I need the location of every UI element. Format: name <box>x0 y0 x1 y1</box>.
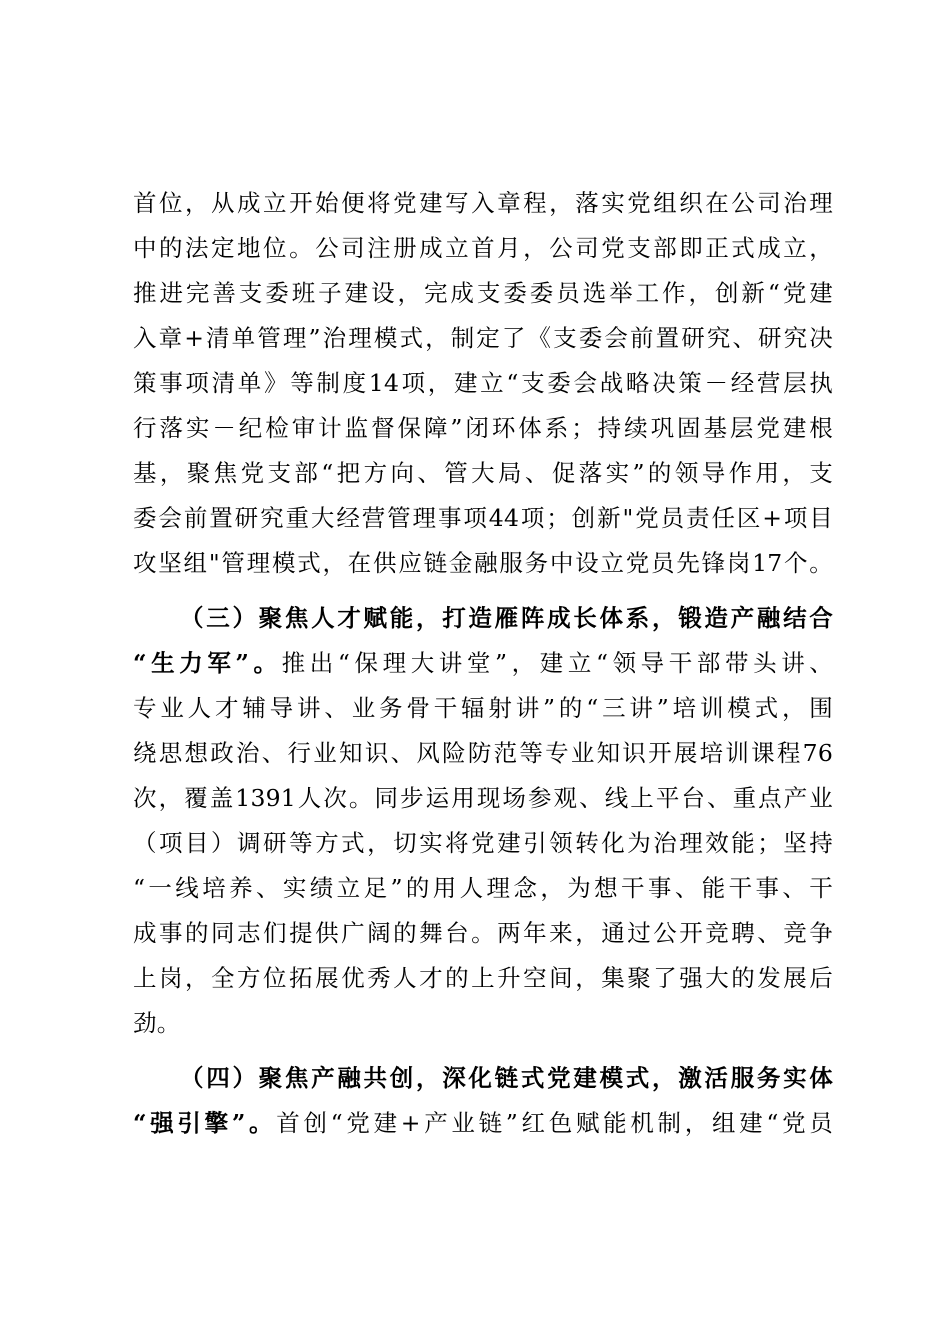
paragraph-line: 攻坚组"管理模式，在供应链金融服务中设立党员先锋岗17个。 <box>133 549 833 577</box>
paragraph-line: 首位，从成立开始便将党建写入章程，落实党组织在公司治理 <box>133 189 833 217</box>
paragraph-line: “一线培养、实绩立足”的用人理念，为想干事、能干事、干 <box>133 874 833 902</box>
paragraph-line: 中的法定地位。公司注册成立首月，公司党支部即正式成立， <box>133 234 833 262</box>
paragraph-line: 策事项清单》等制度14项，建立“支委会战略决策－经营层执 <box>133 369 833 397</box>
section-heading: （三）聚焦人才赋能，打造雁阵成长体系，锻造产融结合 <box>180 604 833 632</box>
paragraph-line <box>133 641 833 685</box>
paragraph-line: 绕思想政治、行业知识、风险防范等专业知识开展培训课程76 <box>133 739 833 767</box>
paragraph-line: 上岗，全方位拓展优秀人才的上升空间，集聚了强大的发展后 <box>133 964 833 992</box>
section-heading-tail: “生力军”。 <box>133 649 282 677</box>
paragraph-line: 劲。 <box>133 1009 181 1037</box>
paragraph-line: 基，聚焦党支部“把方向、管大局、促落实”的领导作用，支 <box>133 459 833 487</box>
paragraph-line: 推进完善支委班子建设，完成支委委员选举工作，创新“党建 <box>133 279 833 307</box>
paragraph-line: 入章+清单管理”治理模式，制定了《支委会前置研究、研究决 <box>133 324 833 352</box>
paragraph-line: 成事的同志们提供广阔的舞台。两年来，通过公开竞聘、竞争 <box>133 919 833 947</box>
section-heading-tail: “强引擎”。 <box>133 1109 277 1137</box>
paragraph-text: 推出“保理大讲堂”，建立“领导干部带头讲、 <box>281 649 834 677</box>
section-heading: （四）聚焦产融共创，深化链式党建模式，激活服务实体 <box>180 1064 833 1092</box>
paragraph-line: （项目）调研等方式，切实将党建引领转化为治理效能；坚持 <box>133 829 833 857</box>
paragraph-line: 委会前置研究重大经营管理事项44项；创新"党员责任区+项目 <box>133 504 833 532</box>
paragraph-line <box>133 1101 833 1145</box>
paragraph-text: 首创“党建+产业链”红色赋能机制，组建“党员 <box>276 1109 833 1137</box>
paragraph-line: 专业人才辅导讲、业务骨干辐射讲”的“三讲”培训模式，围 <box>133 694 833 722</box>
paragraph-line: 行落实－纪检审计监督保障”闭环体系；持续巩固基层党建根 <box>133 414 833 442</box>
paragraph-line: 次，覆盖1391人次。同步运用现场参观、线上平台、重点产业 <box>133 784 833 812</box>
